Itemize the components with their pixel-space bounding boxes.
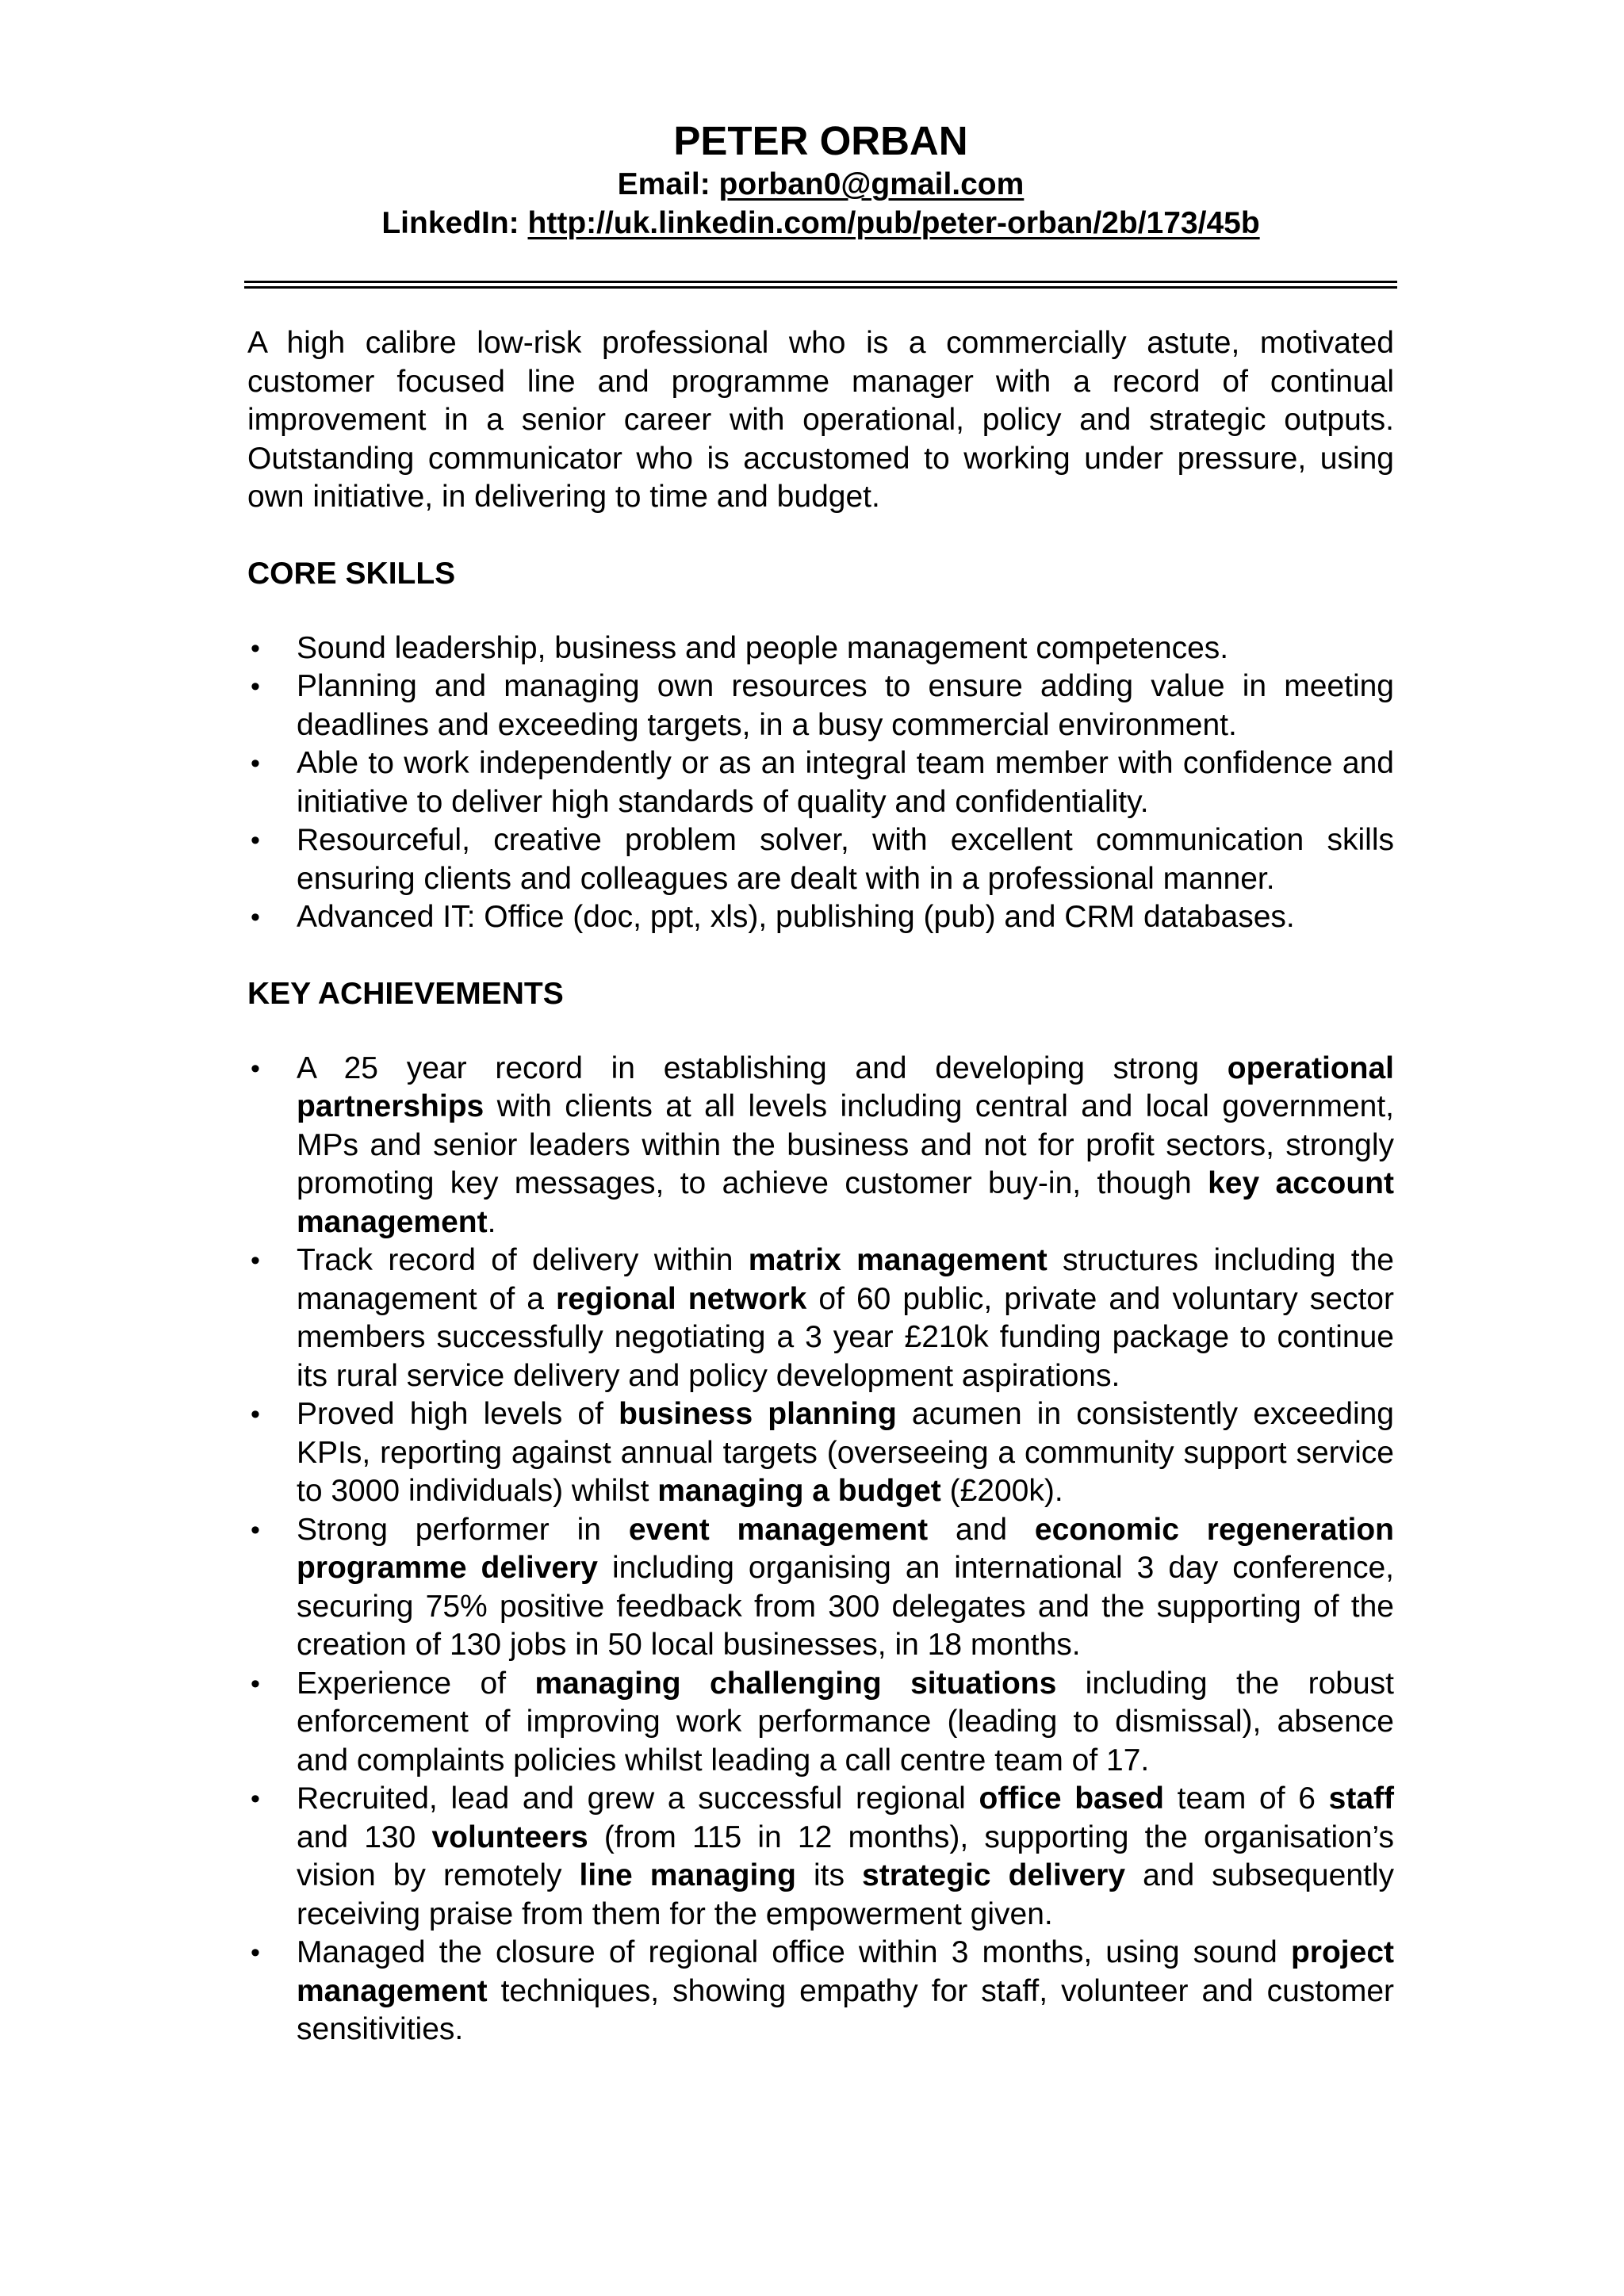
achievement-text: Managed the closure of regional office within 3 months, using sound	[297, 1935, 1291, 1969]
achievement-text: A 25 year record in establishing and developing strong	[297, 1050, 1228, 1085]
achievement-text: acumen in consistently exceeding KPIs, reporting against annual targets (overseeing a community support service to 3000 individuals) whilst	[297, 1397, 1394, 1508]
bullet-icon: •	[251, 1246, 260, 1276]
achievement-text: structures including the management of a	[297, 1243, 1394, 1316]
core-skills-heading: CORE SKILLS	[247, 556, 456, 591]
bullet-icon: •	[251, 1784, 260, 1814]
core-skill-item	[247, 744, 1394, 821]
resume-page	[247, 0, 1394, 2049]
achievement-keyword: matrix management	[748, 1243, 1048, 1277]
achievement-item	[247, 1780, 1394, 1934]
email-label: Email:	[617, 167, 719, 201]
core-skill-text: Able to work independently or as an integral team member with confidence and initiative to deliver high standards of quality and confidentiality.	[297, 746, 1394, 819]
linkedin-label: LinkedIn:	[381, 206, 528, 240]
achievement-keyword: operational partnerships	[297, 1050, 1394, 1123]
bullet-icon: •	[251, 633, 260, 664]
linkedin-link[interactable]: http://uk.linkedin.com/pub/peter-orban/2b/173/45b	[527, 206, 1260, 240]
core-skill-item	[247, 821, 1394, 898]
achievement-text: (£200k).	[940, 1474, 1063, 1508]
core-skill-text: Planning and managing own resources to ensure adding value in meeting deadlines and exceeding targets, in a busy commercial environment.	[297, 669, 1394, 742]
profile-summary: A high calibre low-risk professional who is a commercially astute, motivated customer focused line and programme manager with a record of continual improvement in a senior career with operational, policy and strategic outputs. Outstanding communicator who is accustomed to working under pressure, using own initiative, in delivering to time and budget.	[247, 326, 1394, 514]
achievement-item	[247, 1242, 1394, 1395]
candidate-name: PETER ORBAN	[673, 118, 968, 163]
key-achievements-heading: KEY ACHIEVEMENTS	[247, 976, 564, 1011]
achievement-text: team of 6	[1163, 1781, 1329, 1816]
achievement-keyword: economic regeneration programme delivery	[297, 1512, 1394, 1585]
key-achievements-list	[247, 1050, 1394, 2049]
achievement-text: including organising an international 3 day conference, securing 75% positive feedback from 300 delegates and the supporting of the creation of 130 jobs in 50 local businesses, in 18 months.	[297, 1551, 1394, 1662]
core-skill-item	[247, 629, 1394, 668]
achievement-keyword: office based	[979, 1781, 1164, 1816]
bullet-icon: •	[251, 1668, 260, 1699]
achievement-text: techniques, showing empathy for staff, volunteer and customer sensitivities.	[297, 1973, 1394, 2046]
email-line	[247, 165, 1394, 204]
core-skill-item	[247, 668, 1394, 744]
achievement-text: (from 115 in 12 months), supporting the organisation’s vision by remotely	[297, 1820, 1394, 1892]
email-link[interactable]: porban0@gmail.com	[718, 167, 1025, 201]
core-skill-text: Sound leadership, business and people management competences.	[297, 630, 1229, 665]
achievement-text: Recruited, lead and grew a successful regional	[297, 1781, 979, 1816]
core-skill-text: Advanced IT: Office (doc, ppt, xls), publishing (pub) and CRM databases.	[297, 900, 1295, 934]
achievement-text: Experience of	[297, 1666, 535, 1701]
linkedin-line	[247, 204, 1394, 243]
header-divider	[244, 281, 1397, 289]
achievement-keyword: business planning	[619, 1397, 897, 1431]
achievement-text: including the robust enforcement of improving work performance (leading to dismissal), absence and complaints policies whilst leading a call centre team of 17.	[297, 1666, 1395, 1777]
achievement-text: and	[928, 1512, 1035, 1547]
bullet-icon: •	[251, 1053, 260, 1084]
achievement-keyword: key account management	[297, 1166, 1394, 1239]
bullet-icon: •	[251, 1399, 260, 1429]
achievement-keyword: line managing	[579, 1858, 796, 1892]
achievement-keyword: project management	[297, 1935, 1394, 2008]
achievement-text: .	[487, 1204, 496, 1239]
achievement-keyword: managing a budget	[657, 1474, 941, 1508]
achievement-text: Strong performer in	[297, 1512, 629, 1547]
achievement-text: its	[795, 1858, 863, 1892]
achievement-item	[247, 1934, 1394, 2049]
core-skill-item	[247, 898, 1394, 937]
bullet-icon: •	[251, 825, 260, 855]
achievement-keyword: strategic delivery	[862, 1858, 1126, 1892]
achievement-text: Track record of delivery within	[297, 1243, 749, 1277]
bullet-icon: •	[251, 1514, 260, 1545]
achievement-text: with clients at all levels including central and local government, MPs and senior leaders within the business and not for profit sectors, strongly promoting key messages, to achieve customer buy-in, though	[297, 1089, 1394, 1200]
bullet-icon: •	[251, 748, 260, 779]
achievement-keyword: staff	[1328, 1781, 1394, 1816]
core-skill-text: Resourceful, creative problem solver, with excellent communication skills ensuring clients and colleagues are dealt with in a professional manner.	[297, 823, 1394, 896]
bullet-icon: •	[251, 672, 260, 702]
achievement-text: of 60 public, private and voluntary sector members successfully negotiating a 3 year £210k funding package to continue its rural service delivery and policy development aspirations.	[297, 1281, 1394, 1393]
core-skills-list	[247, 629, 1394, 937]
achievement-text: and 130	[297, 1820, 432, 1854]
achievement-item	[247, 1665, 1394, 1781]
achievement-item	[247, 1050, 1394, 1242]
achievement-keyword: regional network	[556, 1281, 807, 1316]
achievement-text: Proved high levels of	[297, 1397, 619, 1431]
achievement-item	[247, 1511, 1394, 1665]
achievement-text: and subsequently receiving praise from them for the empowerment given.	[297, 1858, 1395, 1931]
achievement-item	[247, 1395, 1394, 1511]
achievement-keyword: managing challenging situations	[534, 1666, 1057, 1701]
achievement-keyword: volunteers	[431, 1820, 588, 1854]
achievement-keyword: event management	[628, 1512, 929, 1547]
resume-header	[247, 0, 1394, 243]
bullet-icon: •	[251, 902, 260, 932]
bullet-icon: •	[251, 1938, 260, 1968]
